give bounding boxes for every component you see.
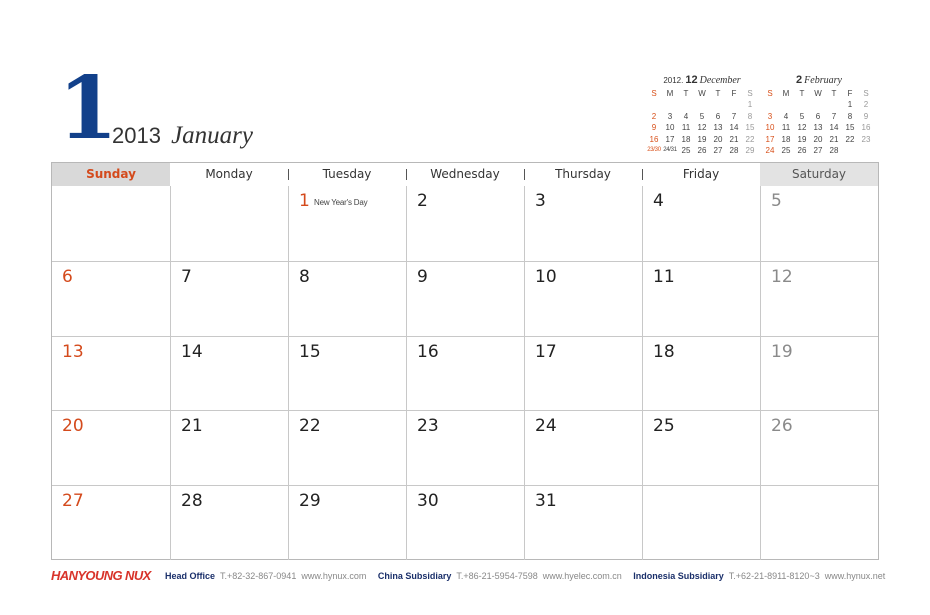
office-website: www.hynux.net <box>824 571 886 581</box>
mini-day: 29 <box>745 145 755 155</box>
mini-day: 23 <box>861 134 871 144</box>
day-cell <box>170 485 288 560</box>
mini-day: 7 <box>731 111 737 121</box>
day-cell <box>288 485 406 560</box>
mini-day: 22 <box>745 134 755 144</box>
mini-weekday-label: S <box>863 89 869 98</box>
mini-day: 20 <box>813 134 823 144</box>
day-cell <box>52 410 170 485</box>
mini-day: 20 <box>713 134 723 144</box>
mini-day: 9 <box>651 123 657 133</box>
day-number: 22 <box>299 416 321 437</box>
day-cell <box>642 186 760 261</box>
mini-day <box>794 99 810 110</box>
mini-day: 7 <box>831 111 837 121</box>
mini-day: 3 <box>767 111 773 121</box>
day-number: 11 <box>653 266 675 287</box>
day-cell <box>288 186 406 261</box>
day-cell <box>760 336 878 411</box>
empty-day-cell <box>642 485 760 560</box>
mini-day: 19 <box>797 134 807 144</box>
mini-day: 26 <box>697 145 707 155</box>
mini-weekday-label: S <box>747 89 753 98</box>
day-cell <box>524 186 642 261</box>
mini-weekday-label: T <box>799 89 805 98</box>
day-cell <box>642 336 760 411</box>
mini-day <box>662 99 678 110</box>
day-number: 24 <box>535 416 557 437</box>
mini-day <box>762 99 778 110</box>
big-month-number: 1 <box>58 58 116 159</box>
mini-day <box>826 99 842 110</box>
mini-day: 25 <box>681 145 691 155</box>
day-number: 26 <box>771 416 793 437</box>
mini-day <box>810 99 826 110</box>
day-cell <box>406 336 524 411</box>
mini-day: 27 <box>713 145 723 155</box>
day-cell <box>52 261 170 336</box>
office-label: China Subsidiary <box>377 571 452 581</box>
mini-day: 15 <box>845 123 855 133</box>
mini-day: 18 <box>681 134 691 144</box>
day-number: 17 <box>535 341 557 362</box>
day-number: 16 <box>417 341 439 362</box>
office-contact <box>165 571 366 581</box>
day-number: 6 <box>62 266 73 287</box>
mini-day: 6 <box>815 111 821 121</box>
mini-day: 1 <box>747 100 753 110</box>
office-contact <box>633 571 885 581</box>
mini-day: 5 <box>799 111 805 121</box>
mini-month-name: December <box>699 75 741 86</box>
mini-day: 27 <box>813 145 823 155</box>
weekday-header-tuesday: Tuesday <box>288 163 406 186</box>
empty-day-cell <box>760 485 878 560</box>
day-number: 5 <box>771 191 782 211</box>
mini-weekday-label: S <box>651 89 657 98</box>
mini-day: 21 <box>829 134 839 144</box>
company-logo: HANYOUNG NUX <box>51 568 151 583</box>
mini-day: 2 <box>651 111 657 121</box>
mini-day: 6 <box>715 111 721 121</box>
month-name: January <box>171 122 253 149</box>
day-number: 2 <box>417 191 428 211</box>
day-cell <box>524 485 642 560</box>
day-number: 21 <box>181 416 203 437</box>
day-number: 10 <box>535 266 557 287</box>
mini-weekday-label: F <box>847 89 853 98</box>
mini-day: 26 <box>797 145 807 155</box>
mini-day: 28 <box>829 145 839 155</box>
mini-day <box>694 99 710 110</box>
day-cell <box>406 485 524 560</box>
mini-day: 14 <box>729 123 739 133</box>
day-number: 23 <box>417 416 439 437</box>
day-cell <box>406 261 524 336</box>
mini-day: 8 <box>747 111 753 121</box>
office-phone: T.+86-21-5954-7598 <box>456 571 538 581</box>
mini-day: 17 <box>765 134 775 144</box>
mini-day: 16 <box>861 123 871 133</box>
mini-day: 4 <box>683 111 689 121</box>
mini-weekday-label: F <box>731 89 737 98</box>
day-cell <box>524 336 642 411</box>
day-number: 14 <box>181 341 203 362</box>
day-number: 3 <box>535 191 546 211</box>
day-cell <box>170 261 288 336</box>
year-label: 2013 <box>112 123 161 148</box>
mini-day: 11 <box>781 123 791 133</box>
day-cell <box>760 410 878 485</box>
weekday-header-friday: Friday <box>642 163 760 186</box>
mini-day: 13 <box>713 123 723 133</box>
mini-month-name: February <box>804 75 842 86</box>
month-title <box>112 122 253 150</box>
day-number: 30 <box>417 491 439 512</box>
mini-day <box>842 145 858 156</box>
mini-calendar-grid <box>762 88 874 156</box>
day-number: 7 <box>181 266 192 287</box>
mini-calendar-december <box>646 74 758 156</box>
mini-day: 21 <box>729 134 739 144</box>
mini-day: 10 <box>765 123 775 133</box>
mini-day <box>710 99 726 110</box>
day-number: 29 <box>299 491 321 512</box>
weekday-header-sunday: Sunday <box>52 163 170 186</box>
mini-day: 15 <box>745 123 755 133</box>
day-cell <box>642 410 760 485</box>
mini-month-number: 2 <box>796 74 803 86</box>
day-cell <box>642 261 760 336</box>
office-label: Indonesia Subsidiary <box>633 571 724 581</box>
mini-year: 2012. <box>663 76 684 85</box>
office-website: www.hyelec.com.cn <box>542 571 622 581</box>
mini-day: 12 <box>697 123 707 133</box>
empty-day-cell <box>170 186 288 261</box>
mini-day <box>858 145 874 156</box>
day-cell <box>52 485 170 560</box>
mini-day: 22 <box>845 134 855 144</box>
empty-day-cell <box>52 186 170 261</box>
day-number: 9 <box>417 266 428 287</box>
office-phone: T.+62-21-8911-8120~3 <box>728 571 820 581</box>
office-contacts <box>165 571 894 581</box>
day-cell <box>406 410 524 485</box>
office-phone: T.+82-32-867-0941 <box>220 571 297 581</box>
day-number: 4 <box>653 191 664 211</box>
mini-day: 3 <box>667 111 673 121</box>
mini-day: 17 <box>665 134 675 144</box>
day-number: 8 <box>299 266 310 287</box>
mini-day <box>678 99 694 110</box>
mini-day: 24/31 <box>663 146 677 153</box>
mini-day: 25 <box>781 145 791 155</box>
mini-day: 18 <box>781 134 791 144</box>
weekday-header-monday: Monday <box>205 167 253 181</box>
day-cell <box>760 261 878 336</box>
day-number: 15 <box>299 341 321 362</box>
office-contact <box>378 571 622 581</box>
day-number: 25 <box>653 416 675 437</box>
day-cell <box>524 410 642 485</box>
day-cell <box>288 410 406 485</box>
day-number: 27 <box>62 491 84 512</box>
mini-day: 1 <box>847 100 853 110</box>
mini-day: 11 <box>681 123 691 133</box>
mini-day <box>778 99 794 110</box>
weekday-header-saturday: Saturday <box>760 163 878 186</box>
day-number: 12 <box>771 266 793 287</box>
weekday-header-row <box>52 163 878 186</box>
day-cell <box>524 261 642 336</box>
day-number: 19 <box>771 341 793 362</box>
day-number: 13 <box>62 341 84 362</box>
mini-day: 28 <box>729 145 739 155</box>
mini-day: 8 <box>847 111 853 121</box>
mini-day <box>726 99 742 110</box>
day-number: 1 <box>299 191 310 211</box>
mini-day: 4 <box>783 111 789 121</box>
mini-weekday-label: M <box>782 89 790 98</box>
mini-day: 23/30 <box>647 146 661 153</box>
weekday-header-wednesday: Wednesday <box>406 163 524 186</box>
footer <box>51 568 886 586</box>
office-label: Head Office <box>165 571 216 581</box>
mini-day: 2 <box>863 100 869 110</box>
mini-calendar-grid <box>646 88 758 156</box>
mini-day: 5 <box>699 111 705 121</box>
mini-day: 10 <box>665 123 675 133</box>
day-cell <box>170 336 288 411</box>
calendar-grid <box>51 162 879 560</box>
day-cell <box>52 336 170 411</box>
mini-calendar-header <box>646 74 758 87</box>
day-number: 31 <box>535 491 557 512</box>
mini-weekday-label: M <box>666 89 674 98</box>
office-website: www.hynux.com <box>301 571 367 581</box>
day-cell <box>288 336 406 411</box>
mini-weekday-label: W <box>814 89 822 98</box>
day-number: 18 <box>653 341 675 362</box>
mini-day <box>646 99 662 110</box>
mini-day: 24 <box>765 145 775 155</box>
mini-day: 16 <box>649 134 659 144</box>
holiday-label: New Year's Day <box>314 198 368 207</box>
mini-day: 9 <box>863 111 869 121</box>
mini-weekday-label: T <box>715 89 721 98</box>
day-number: 28 <box>181 491 203 512</box>
day-cell <box>760 186 878 261</box>
day-cell <box>170 410 288 485</box>
mini-weekday-label: W <box>698 89 706 98</box>
mini-day: 13 <box>813 123 823 133</box>
mini-month-number: 12 <box>685 74 698 86</box>
calendar-days <box>52 186 878 560</box>
weekday-header-thursday: Thursday <box>524 163 642 186</box>
day-cell <box>406 186 524 261</box>
mini-weekday-label: T <box>831 89 837 98</box>
mini-day: 14 <box>829 123 839 133</box>
mini-day: 12 <box>797 123 807 133</box>
mini-weekday-label: S <box>767 89 773 98</box>
day-number: 20 <box>62 416 84 437</box>
day-cell <box>288 261 406 336</box>
mini-calendar-header <box>762 74 874 87</box>
mini-weekday-label: T <box>683 89 689 98</box>
mini-day: 19 <box>697 134 707 144</box>
mini-calendar-february <box>762 74 874 156</box>
